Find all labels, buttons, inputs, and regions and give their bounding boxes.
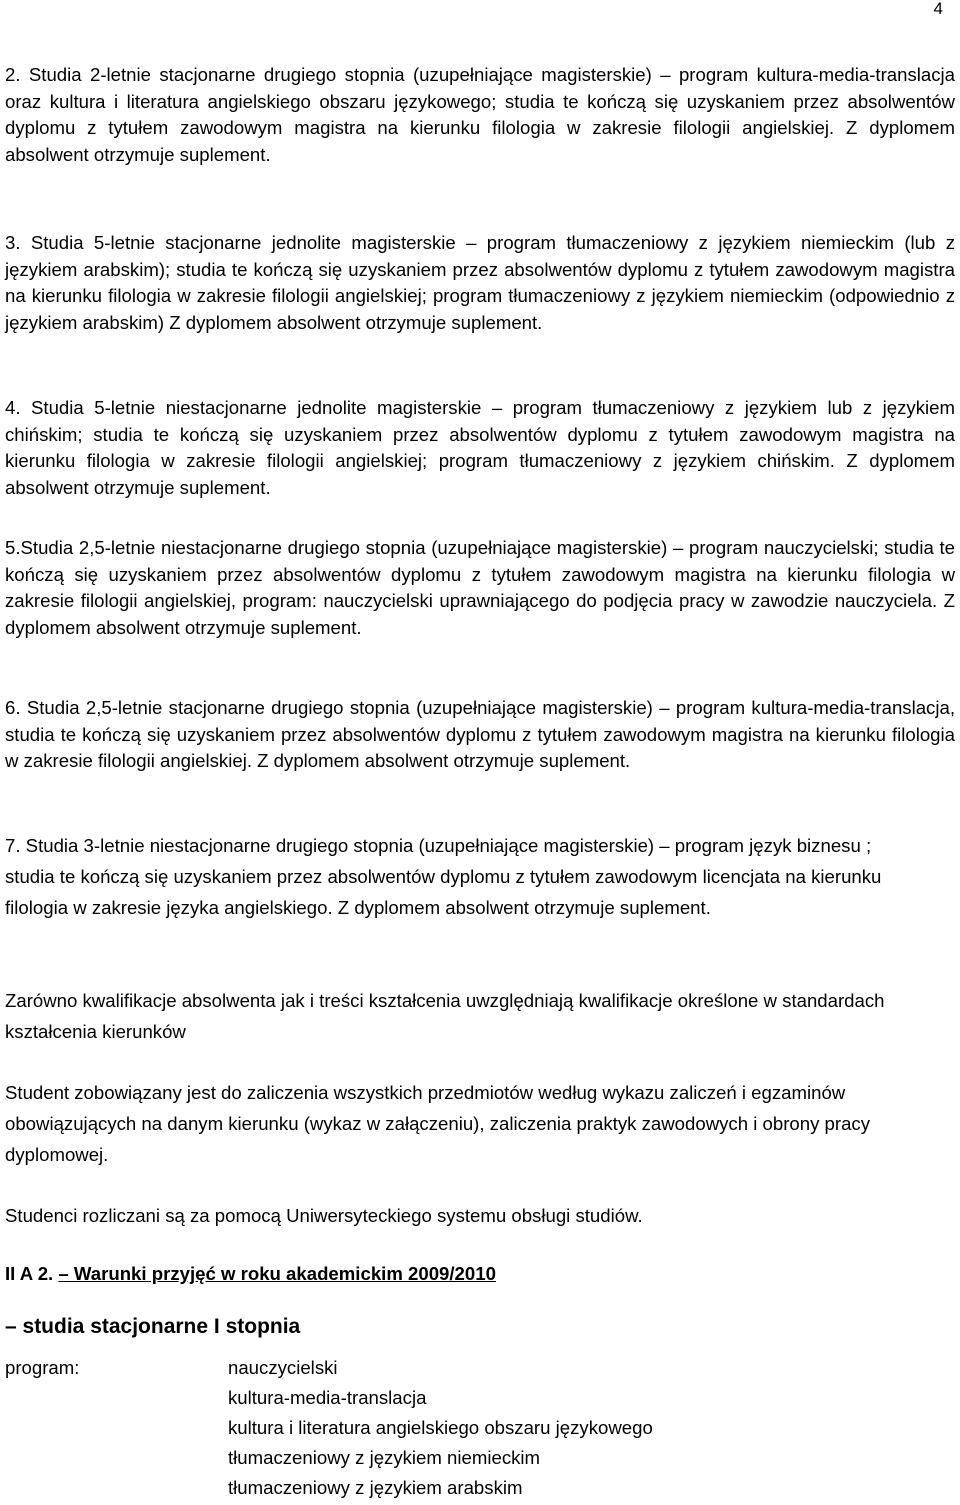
- paragraph-qualifications: Zarówno kwalifikacje absolwenta jak i treści kształcenia uwzględniają kwalifikacje określone w standardach kształcenia kierunków: [5, 990, 885, 1042]
- page-number: 4: [933, 0, 943, 18]
- paragraph-item-6: 6. Studia 2,5-letnie stacjonarne drugiego stopnia (uzupełniające magisterskie) – program kultura-media-translacja, studia te kończą się uzyskaniem przez absolwentów dyplomu z tytułem zawodowym magistra na kierunku filologia w zakresie filologii angielskiej. Z dyplomem absolwent otrzymuje suplement.: [5, 697, 955, 772]
- section-heading-title: – Warunki przyjęć w roku akademickim 2009/2010: [58, 1263, 496, 1284]
- section-heading-prefix: II A 2.: [5, 1263, 59, 1284]
- program-label: program:: [5, 1357, 80, 1378]
- program-list-item: nauczycielski: [228, 1357, 338, 1378]
- paragraph-item-4: 4. Studia 5-letnie niestacjonarne jednolite magisterskie – program tłumaczeniowy z językiem lub z językiem chińskim; studia te kończą się uzyskaniem przez absolwentów dyplomu z tytułem zawodowym magistra na kierunku filologia w zakresie filologii angielskiej; program tłumaczeniowy z językiem chińskim. Z dyplomem absolwent otrzymuje suplement.: [5, 397, 955, 499]
- subheading-full-time-first-degree: – studia stacjonarne I stopnia: [5, 1315, 301, 1338]
- program-list-item: tłumaczeniowy z językiem niemieckim: [228, 1447, 541, 1468]
- program-list: [228, 1353, 653, 1503]
- paragraph-item-7: 7. Studia 3-letnie niestacjonarne drugiego stopnia (uzupełniające magisterskie) – program język biznesu ; studia te kończą się uzyskaniem przez absolwentów dyplomu z tytułem zawodowym licencjata na kierunku filologia w zakresie języka angielskiego. Z dyplomem absolwent otrzymuje suplement.: [5, 835, 882, 918]
- program-list-item: tłumaczeniowy z językiem arabskim: [228, 1477, 523, 1498]
- paragraph-item-2: 2. Studia 2-letnie stacjonarne drugiego stopnia (uzupełniające magisterskie) – program kultura-media-translacja oraz kultura i literatura angielskiego obszaru językowego; studia te kończą się uzyskaniem przez absolwentów dyplomu z tytułem zawodowym magistra na kierunku filologia w zakresie filologii angielskiej. Z dyplomem absolwent otrzymuje suplement.: [5, 64, 955, 166]
- paragraph-item-3: 3. Studia 5-letnie stacjonarne jednolite magisterskie – program tłumaczeniowy z językiem niemieckim (lub z językiem arabskim); studia te kończą się uzyskaniem przez absolwentów dyplomu z tytułem zawodowym magistra na kierunku filologia w zakresie filologii angielskiej; program tłumaczeniowy z językiem niemieckim (odpowiednio z językiem arabskim) Z dyplomem absolwent otrzymuje suplement.: [5, 232, 955, 334]
- program-list-item: kultura-media-translacja: [228, 1387, 427, 1408]
- paragraph-item-5: 5.Studia 2,5-letnie niestacjonarne drugiego stopnia (uzupełniające magisterskie) – program nauczycielski; studia te kończą się uzyskaniem przez absolwentów dyplomu z tytułem zawodowym magistra na kierunku filologia w zakresie filologii angielskiej, program: nauczycielski uprawniającego do podjęcia pracy w zawodzie nauczyciela. Z dyplomem absolwent otrzymuje suplement.: [5, 537, 955, 639]
- program-list-item: kultura i literatura angielskiego obszaru językowego: [228, 1417, 653, 1438]
- paragraph-settlement-system: Studenci rozliczani są za pomocą Uniwersyteckiego systemu obsługi studiów.: [5, 1205, 643, 1226]
- section-heading: [5, 1263, 496, 1285]
- paragraph-student-obligations: Student zobowiązany jest do zaliczenia wszystkich przedmiotów według wykazu zaliczeń i egzaminów obowiązujących na danym kierunku (wykaz w załączeniu), zaliczenia praktyk zawodowych i obrony pracy dyplomowej.: [5, 1082, 870, 1165]
